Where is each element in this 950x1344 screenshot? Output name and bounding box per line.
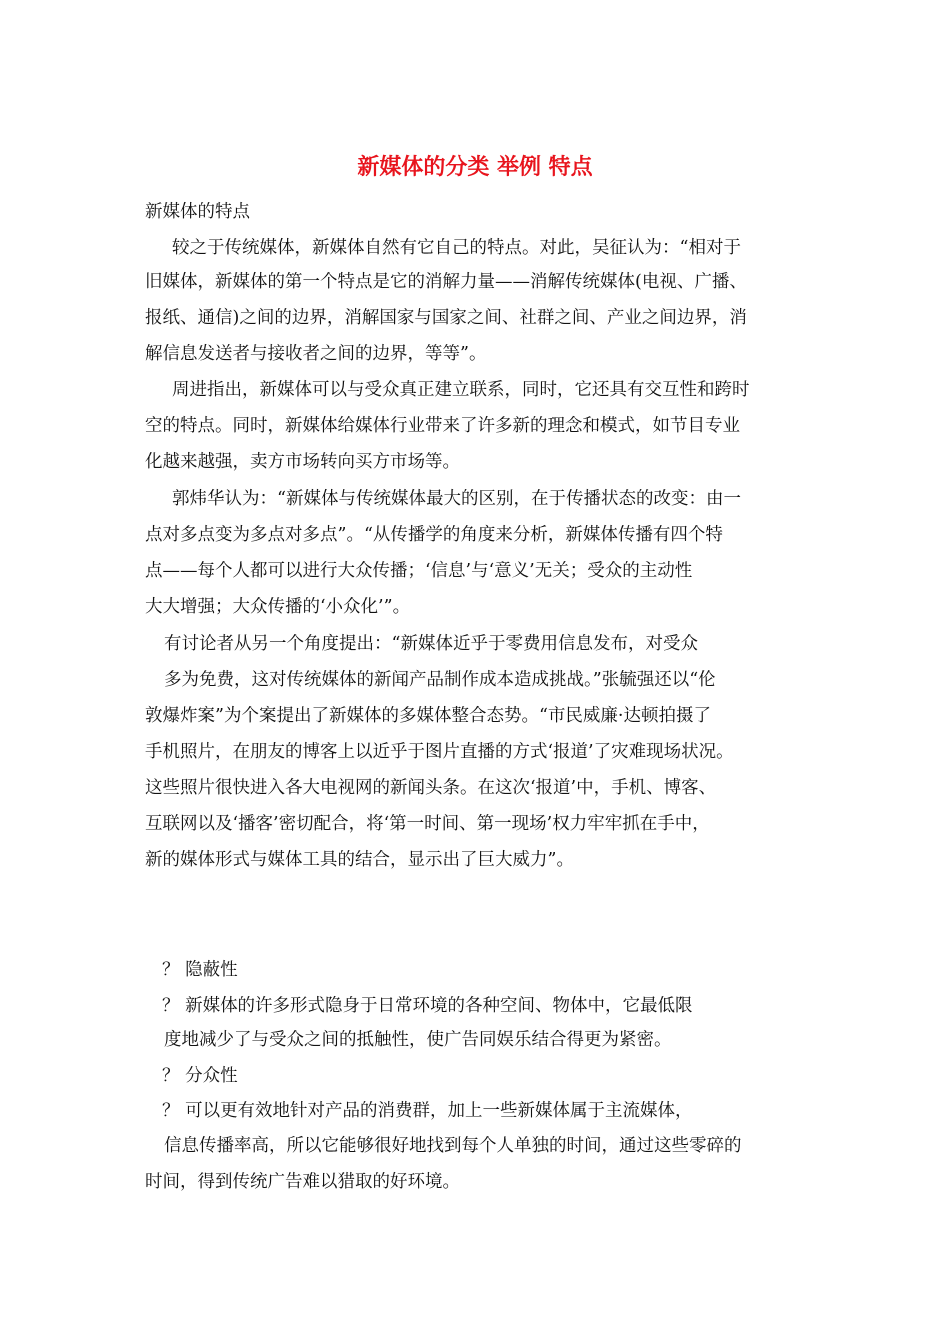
paragraph-line: 郭炜华认为：“新媒体与传统媒体最大的区别，在于传播状态的改变：由一 bbox=[172, 489, 741, 509]
bullet-item: ？ 可以更有效地针对产品的消费群，加上一些新媒体属于主流媒体， bbox=[162, 1101, 693, 1121]
paragraph-line: 空的特点。同时，新媒体给媒体行业带来了许多新的理念和模式，如节目专业 bbox=[145, 416, 740, 436]
paragraph-line: 解信息发送者与接收者之间的边界，等等”。 bbox=[145, 344, 487, 364]
paragraph-line: 大大增强；大众传播的‘小众化’”。 bbox=[145, 597, 411, 617]
bullet-heading: ？ 隐蔽性 bbox=[162, 960, 238, 980]
paragraph-line: 新的媒体形式与媒体工具的结合，显示出了巨大威力”。 bbox=[145, 850, 574, 870]
bullet-continuation: 信息传播率高，所以它能够很好地找到每个人单独的时间，通过这些零碎的 bbox=[164, 1136, 742, 1156]
bullet-heading: ？ 分众性 bbox=[162, 1066, 238, 1086]
bullet-continuation: 时间，得到传统广告难以猎取的好环境。 bbox=[145, 1172, 460, 1192]
paragraph-line: 点——每个人都可以进行大众传播；‘信息’与‘意义’无关；受众的主动性 bbox=[145, 561, 693, 581]
paragraph-line: 较之于传统媒体，新媒体自然有它自己的特点。对此，吴征认为：“相对于 bbox=[172, 238, 741, 258]
paragraph-line: 旧媒体，新媒体的第一个特点是它的消解力量——消解传统媒体(电视、广播、 bbox=[145, 272, 747, 292]
paragraph-line: 点对多点变为多点对多点”。“从传播学的角度来分析，新媒体传播有四个特 bbox=[145, 525, 723, 545]
paragraph-line: 周进指出，新媒体可以与受众真正建立联系，同时，它还具有交互性和跨时 bbox=[172, 380, 750, 400]
document-title: 新媒体的分类 举例 特点 bbox=[357, 155, 593, 180]
paragraph-line: 化越来越强，卖方市场转向买方市场等。 bbox=[145, 452, 460, 472]
paragraph-line: 多为免费，这对传统媒体的新闻产品制作成本造成挑战。”张毓强还以“伦 bbox=[164, 670, 716, 690]
paragraph-line: 互联网以及‘播客’密切配合，将‘第一时间、第一现场’权力牢牢抓在手中， bbox=[145, 814, 710, 834]
section-heading: 新媒体的特点 bbox=[145, 202, 250, 222]
paragraph-line: 这些照片很快进入各大电视网的新闻头条。在这次‘报道’中，手机、博客、 bbox=[145, 778, 717, 798]
bullet-item: ？ 新媒体的许多形式隐身于日常环境的各种空间、物体中，它最低限 bbox=[162, 996, 693, 1016]
paragraph-line: 报纸、通信)之间的边界，消解国家与国家之间、社群之间、产业之间边界，消 bbox=[145, 308, 747, 328]
paragraph-line: 手机照片，在朋友的博客上以近乎于图片直播的方式‘报道’了灾难现场状况。 bbox=[145, 742, 734, 762]
paragraph-line: 有讨论者从另一个角度提出：“新媒体近乎于零费用信息发布，对受众 bbox=[164, 634, 698, 654]
paragraph-line: 敦爆炸案”为个案提出了新媒体的多媒体整合态势。“市民威廉·达顿拍摄了 bbox=[145, 706, 711, 726]
bullet-continuation: 度地减少了与受众之间的抵触性，使广告同娱乐结合得更为紧密。 bbox=[164, 1030, 672, 1050]
